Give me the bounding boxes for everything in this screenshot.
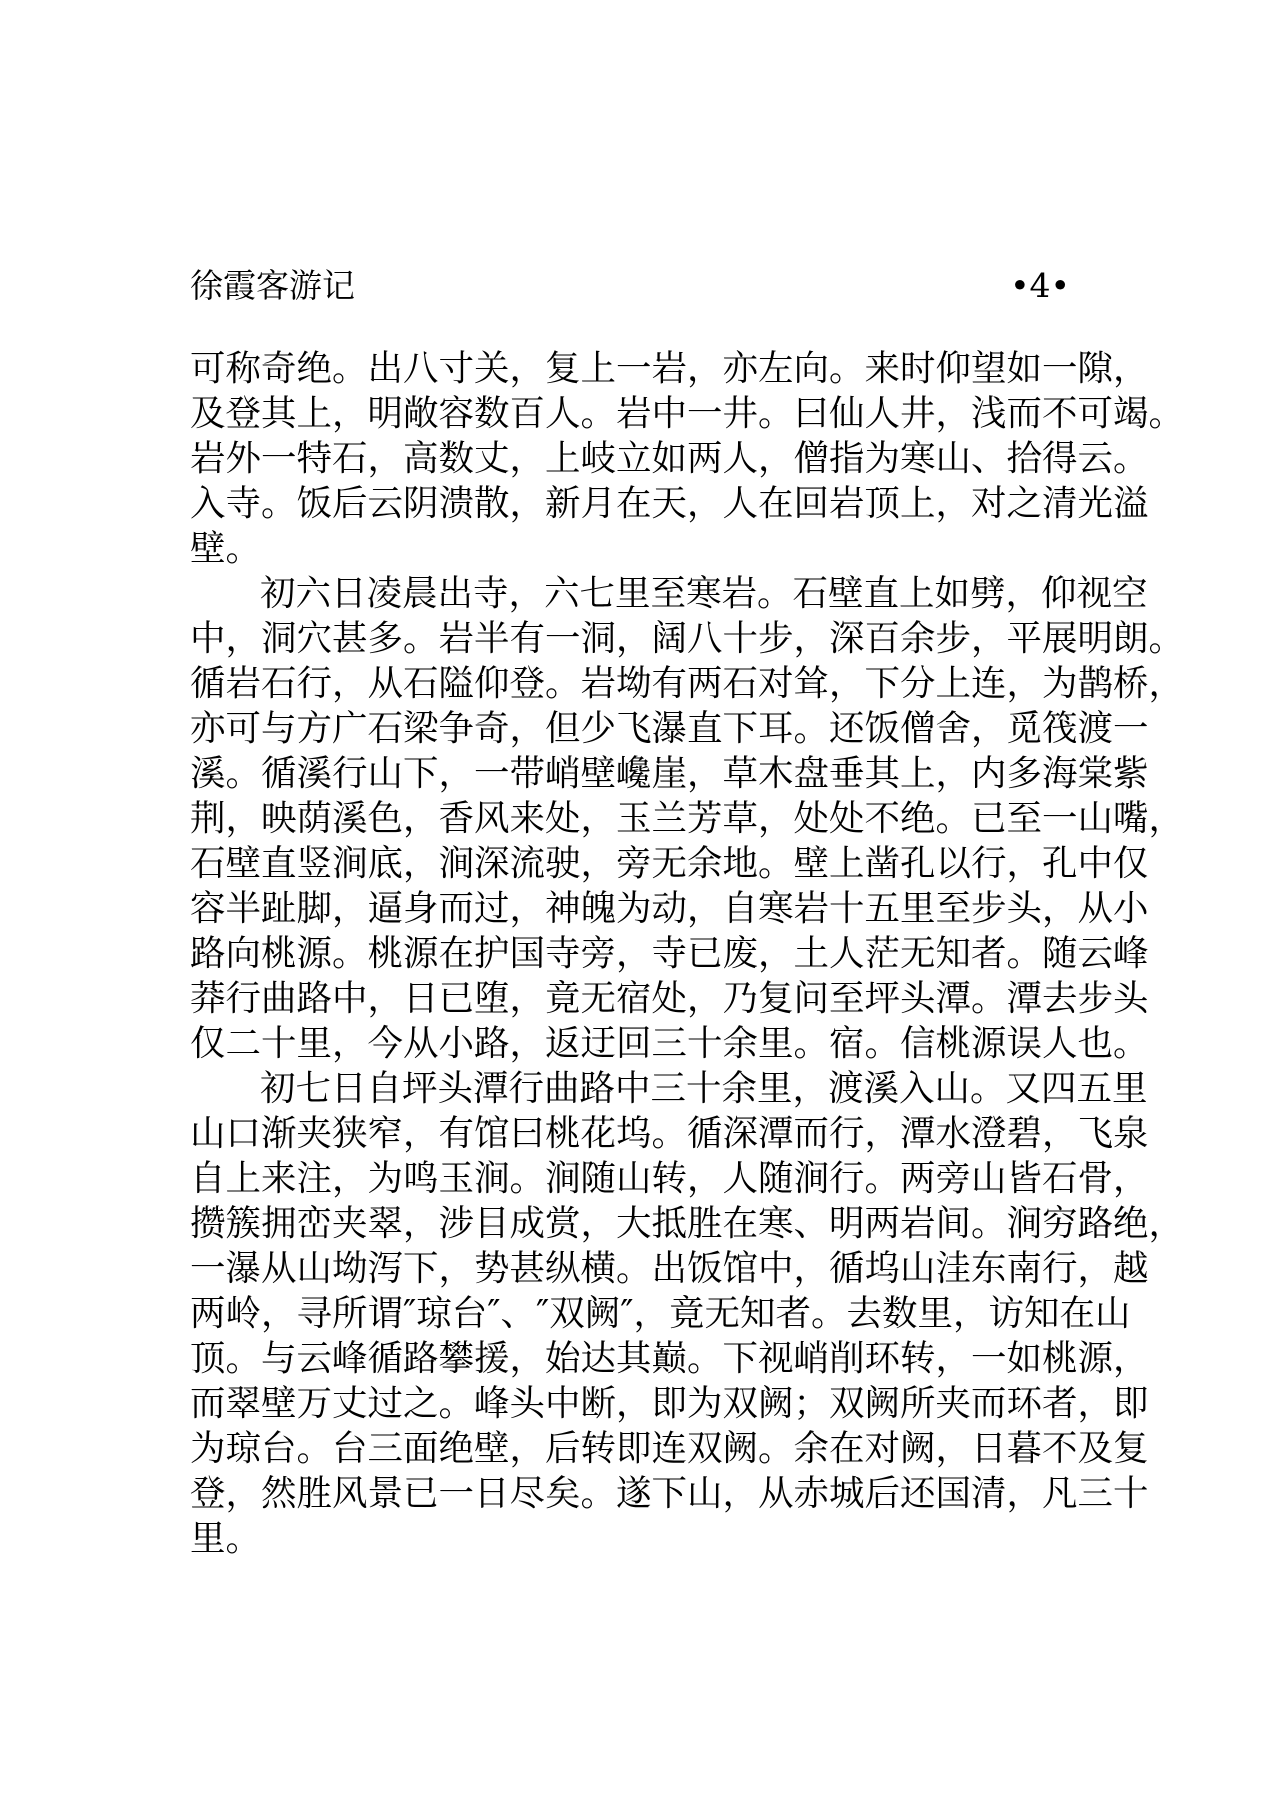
text-line: 溪。循溪行山下，一带峭壁巉崖，草木盘垂其上，内多海棠紫 — [190, 753, 1149, 794]
page-number: •4• — [1010, 266, 1070, 305]
text-line: 里。 — [190, 1518, 262, 1559]
text-line: 两岭，寻所谓″琼台″、″双阙″，竟无知者。去数里，访知在山 — [190, 1293, 1131, 1334]
text-line: 而翠壁万丈过之。峰头中断，即为双阙；双阙所夹而环者，即 — [190, 1383, 1149, 1424]
paragraph-start-line: 初六日凌晨出寺，六七里至寒岩。石壁直上如劈，仰视空 — [260, 573, 1148, 614]
text-line: 自上来注，为鸣玉涧。涧随山转，人随涧行。两旁山皆石骨， — [190, 1158, 1149, 1199]
text-line: 路向桃源。桃源在护国寺旁，寺已废，土人茫无知者。随云峰 — [190, 933, 1149, 974]
text-line: 可称奇绝。出八寸关，复上一岩，亦左向。来时仰望如一隙， — [190, 348, 1149, 389]
text-line: 岩外一特石，高数丈，上岐立如两人，僧指为寒山、拾得云。 — [190, 438, 1149, 479]
text-line: 登，然胜风景已一日尽矣。遂下山，从赤城后还国清，凡三十 — [190, 1473, 1149, 1514]
text-line: 循岩石行，从石隘仰登。岩坳有两石对耸，下分上连，为鹊桥， — [190, 663, 1185, 704]
body-text — [190, 346, 1185, 1561]
text-line: 山口渐夹狭窄，有馆曰桃花坞。循深潭而行，潭水澄碧，飞泉 — [190, 1113, 1149, 1154]
paragraph-start-line: 初七日自坪头潭行曲路中三十余里，渡溪入山。又四五里 — [260, 1068, 1148, 1109]
text-line: 顶。与云峰循路攀援，始达其巅。下视峭削环转，一如桃源， — [190, 1338, 1149, 1379]
text-line: 石壁直竖涧底，涧深流驶，旁无余地。壁上凿孔以行，孔中仅 — [190, 843, 1149, 884]
text-line: 仅二十里，今从小路，返迂回三十余里。宿。信桃源误人也。 — [190, 1023, 1149, 1064]
text-line: 荆，映荫溪色，香风来处，玉兰芳草，处处不绝。已至一山嘴， — [190, 798, 1185, 839]
text-line: 及登其上，明敞容数百人。岩中一井。曰仙人井，浅而不可竭。 — [190, 393, 1185, 434]
text-line: 莽行曲路中，日已堕，竟无宿处，乃复问至坪头潭。潭去步头 — [190, 978, 1149, 1019]
book-title: 徐霞客游记 — [190, 266, 355, 305]
text-line: 壁。 — [190, 528, 262, 569]
page-header — [190, 262, 1070, 310]
text-line: 攒簇拥峦夹翠，涉目成赏，大抵胜在寒、明两岩间。涧穷路绝， — [190, 1203, 1185, 1244]
text-line: 一瀑从山坳泻下，势甚纵横。出饭馆中，循坞山洼东南行，越 — [190, 1248, 1149, 1289]
text-line: 容半趾脚，逼身而过，神魄为动，自寒岩十五里至步头，从小 — [190, 888, 1149, 929]
text-line: 为琼台。台三面绝壁，后转即连双阙。余在对阙，日暮不及复 — [190, 1428, 1149, 1469]
text-line: 亦可与方广石梁争奇，但少飞瀑直下耳。还饭僧舍，觅筏渡一 — [190, 708, 1149, 749]
text-line: 中，洞穴甚多。岩半有一洞，阔八十步，深百余步，平展明朗。 — [190, 618, 1185, 659]
text-line: 入寺。饭后云阴溃散，新月在天，人在回岩顶上，对之清光溢 — [190, 483, 1149, 524]
